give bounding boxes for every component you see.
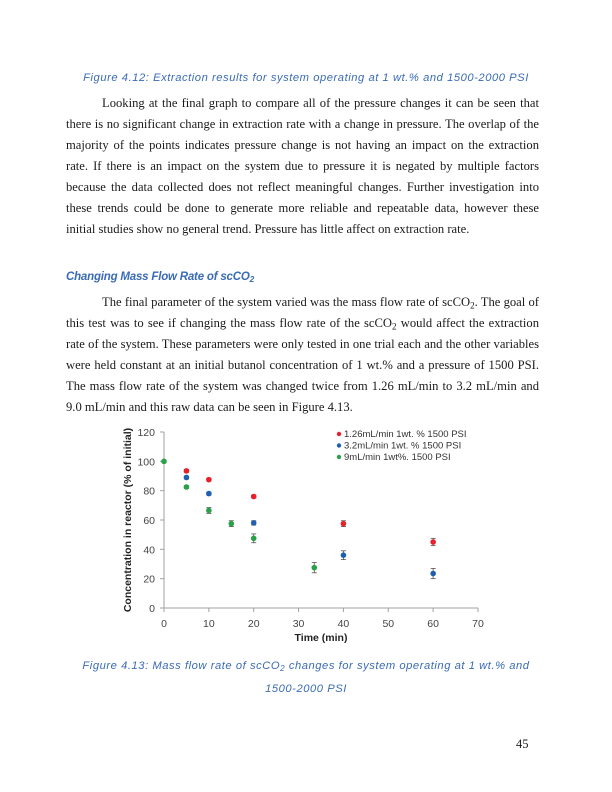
section-heading-text: Changing Mass Flow Rate of scCO [66,271,250,283]
data-point [430,539,436,545]
data-point [251,536,257,542]
paragraph-mass-flow-rate [66,292,539,418]
y-tick-label: 0 [149,603,155,615]
data-point [228,521,234,527]
data-point [184,484,190,490]
data-point [184,475,190,481]
data-point [184,468,190,474]
mass-flow-rate-chart [115,420,495,645]
x-axis-title: Time (min) [294,632,348,644]
y-tick-label: 120 [137,427,155,439]
paragraph-2-part-1: The final parameter of the system varied was the mass flow rate of scCO [102,295,471,309]
x-tick-label: 10 [203,618,215,630]
data-point [341,521,347,527]
x-tick-label: 40 [337,618,350,630]
data-point [206,508,212,514]
data-point [206,477,212,483]
y-tick-label: 40 [143,544,155,557]
paragraph-1-text: Looking at the final graph to compare all of the pressure changes it can be seen that there is no significant change in extraction rate with a change in pressure. The overlap of the majority of the points indicates pressure change is not having an impact on the extraction rate. If there is an impact on the system due to pressure it is negated by multiple factors because the data collected does not reflect meaningful changes. Further investigation into these trends could be done to generate more reliable and repeatable data, however these initial studies show no general trend. Pressure has little affect on extraction rate. [66,96,539,236]
x-tick-label: 30 [292,618,305,630]
data-point [206,491,212,497]
y-axis-title: Concentration in reactor (% of initial) [122,427,134,613]
series-2 [184,475,436,579]
y-tick-label: 20 [143,573,155,586]
series-1 [184,468,436,546]
x-tick-label: 70 [472,618,484,630]
legend-label: 3.2mL/min 1wt. % 1500 PSI [344,440,462,452]
page-number: 45 [516,737,529,751]
y-tick-label: 80 [143,485,155,498]
paragraph-pressure-discussion [66,93,539,240]
caption-text: Figure 4.13: Mass flow rate of scCO [82,660,281,672]
caption-text-suffix: changes for system operating at 1 wt.% and [285,660,530,672]
paragraph-2-part-2: . The goal of this test was to see if changing the mass flow rate of the scCO [66,295,539,330]
data-point [430,571,436,577]
y-tick-label: 60 [143,515,155,527]
data-point [161,459,167,465]
section-heading [66,271,254,283]
data-point [341,552,347,558]
legend-marker [337,455,341,459]
legend-marker [337,443,341,447]
figure-4-13-caption-line-1 [0,660,612,672]
data-point [311,565,317,571]
paragraph-2-part-3: would affect the extraction rate of the system. These parameters were only tested in one trial each and the other variables were held constant at an initial butanol concentration of 1 wt.% and a pressure of 1500 PSI. The mass flow rate of the system was changed twice from 1.26 mL/min to 3.2 mL/min and 9.0 mL/min and this raw data can be seen in Figure 4.13. [66,316,539,414]
figure-4-13-caption-line-2: 1500-2000 PSI [265,683,347,695]
legend-marker [337,432,341,436]
x-tick-label: 50 [382,618,395,630]
data-point [251,494,257,500]
figure-4-12-caption: Figure 4.12: Extraction results for system operating at 1 wt.% and 1500-2000 PSI [83,72,529,84]
x-tick-label: 60 [427,618,439,630]
chart-points [161,459,436,579]
legend-label: 1.26mL/min 1wt. % 1500 PSI [344,429,467,440]
x-tick-label: 20 [247,618,260,630]
data-point [251,520,257,526]
y-tick-label: 100 [137,456,155,469]
caption-subscript: 2 [280,664,286,674]
paragraph-2-sub-1: 2 [470,300,475,311]
section-heading-subscript: 2 [249,275,254,285]
x-tick-label: 0 [161,618,167,630]
legend-label: 9mL/min 1wt%. 1500 PSI [344,452,451,463]
paragraph-2-sub-2: 2 [392,321,397,332]
chart-legend [337,429,467,463]
